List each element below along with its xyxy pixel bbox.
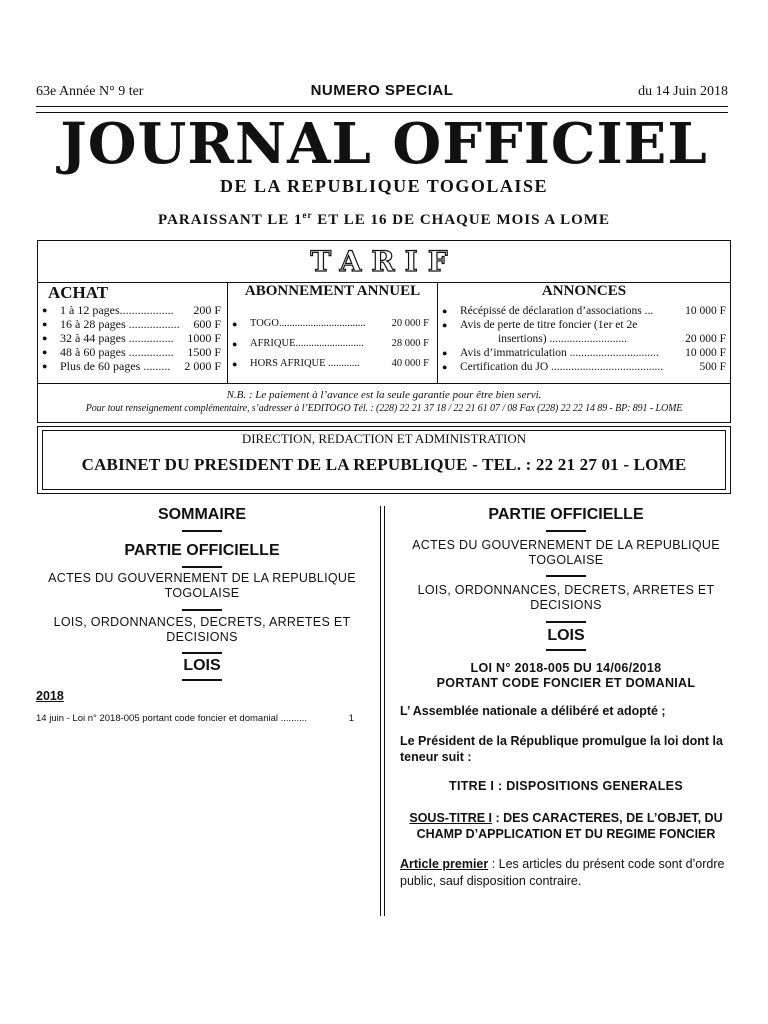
officielle-title: PARTIE OFFICIELLE [488, 506, 644, 523]
assemblee-statement: L’ Assemblée nationale a délibéré et adopté ; [400, 704, 666, 718]
divider [546, 649, 586, 651]
tarif-box [37, 240, 731, 423]
list-item: ● 1 à 12 pages.................. 200 F [38, 303, 227, 317]
toc-entry[interactable] [36, 713, 368, 724]
annonces-heading: ANNONCES [541, 283, 627, 299]
sommaire-lois-etc: LOIS, ORDONNANCES, DECRETS, ARRETES ET DECISIONS [53, 615, 351, 644]
divider [546, 621, 586, 623]
president-statement: Le Président de la République promulgue la loi dont la teneur suit : [400, 734, 723, 764]
tarif-columns [38, 282, 730, 423]
special-issue-label: NUMERO SPECIAL [310, 82, 454, 99]
sommaire-partie-officielle: PARTIE OFFICIELLE [124, 542, 280, 559]
sous-titre-1: SOUS-TITRE I : DES CARACTERES, DE L’OBJET, DU CHAMP D’APPLICATION ET DU REGIME FONCIER [409, 811, 723, 841]
tarif-note [38, 383, 730, 416]
issue-number: 63e Année N° 9 ter [36, 84, 144, 99]
payment-note: N.B. : Le paiement à l’avance est la seule garantie pour être bien servi. [226, 389, 542, 401]
direction-box [37, 426, 731, 494]
direction-cabinet: CABINET DU PRESIDENT DE LA REPUBLIQUE - TEL. : 22 21 27 01 - LOME [81, 455, 687, 474]
toc-entry-page: 1 [348, 713, 354, 724]
toc-entry-text: 14 juin - Loi n° 2018-005 portant code foncier et domanial .......... [36, 713, 308, 724]
achat-list [38, 303, 227, 373]
sommaire-actes: ACTES DU GOUVERNEMENT DE LA REPUBLIQUE TOGOLAISE [48, 571, 356, 600]
sommaire-title: SOMMAIRE [158, 506, 246, 523]
list-item: ● 48 à 60 pages ............... 1500 F [38, 345, 227, 359]
abonnement-list [228, 314, 437, 374]
divider [182, 679, 222, 681]
list-item: ● TOGO................................. 20 000 F [228, 314, 437, 334]
contact-note: Pour tout renseignement complémentaire, s’adresser à l’EDITOGO Tél. : (228) 22 21 37 18 / 22 21 61 07 / 08 Fax (228) 22 22 14 89 - BP: 891 - LOME [85, 403, 683, 414]
list-item: ● Avis de perte de titre foncier (1er et 2e [438, 318, 730, 332]
divider [546, 530, 586, 532]
list-item: ● Plus de 60 pages ......... 2 000 F [38, 359, 227, 373]
article-premier: Article premier : Les articles du présent code sont d’ordre public, sauf disposition contraire. [400, 857, 725, 888]
annonces-list [438, 304, 730, 374]
list-item: insertions) ........................... 20 000 F [498, 333, 726, 345]
achat-heading: ACHAT [48, 283, 109, 302]
list-item: ● 32 à 44 pages ............... 1000 F [38, 331, 227, 345]
masthead-title: JOURNAL OFFICIEL [60, 111, 708, 177]
list-item: ● HORS AFRIQUE ............ 40 000 F [228, 354, 437, 374]
divider [182, 652, 222, 654]
issue-line [36, 84, 728, 104]
list-item: ● 16 à 28 pages ................. 600 F [38, 317, 227, 331]
divider [546, 575, 586, 577]
list-item: ● AFRIQUE.......................... 28 000 F [228, 334, 437, 354]
sommaire-year: 2018 [36, 689, 64, 703]
abonnement-heading: ABONNEMENT ANNUEL [244, 283, 421, 299]
divider [182, 566, 222, 568]
achat-column [38, 283, 228, 383]
sommaire-column [36, 506, 368, 724]
direction-label: DIRECTION, REDACTION ET ADMINISTRATION [241, 431, 527, 446]
issue-date: du 14 Juin 2018 [638, 84, 728, 99]
sommaire-lois: LOIS [183, 657, 221, 674]
column-separator [380, 506, 385, 916]
loi-title: LOI N° 2018-005 DU 14/06/2018 [470, 661, 662, 675]
masthead-subtitle: DE LA REPUBLIQUE TOGOLAISE [220, 176, 548, 196]
officielle-lois: LOIS [547, 627, 585, 644]
officielle-actes: ACTES DU GOUVERNEMENT DE LA REPUBLIQUE TOGOLAISE [412, 538, 720, 567]
divider [182, 530, 222, 532]
list-item: ● Certification du JO ....................................... 500 F [438, 360, 730, 374]
abonnement-column [228, 283, 438, 383]
list-item: ● Récépissé de déclaration d’associations ... 10 000 F [438, 304, 730, 318]
officielle-column [400, 506, 732, 890]
loi-subtitle: PORTANT CODE FONCIER ET DOMANIAL [436, 676, 696, 690]
annonces-column [438, 283, 730, 383]
officielle-lois-etc: LOIS, ORDONNANCES, DECRETS, ARRETES ET DECISIONS [417, 583, 715, 612]
top-rule [36, 106, 728, 107]
titre-1: TITRE I : DISPOSITIONS GENERALES [449, 779, 683, 793]
list-item: ● Avis d’immatriculation ............................... 10 000 F [438, 346, 730, 360]
divider [182, 609, 222, 611]
parution-line: PARAISSANT LE 1er ET LE 16 DE CHAQUE MOIS A LOME [158, 210, 610, 228]
direction-inner [42, 430, 726, 490]
tarif-title: TARIF [310, 245, 458, 278]
